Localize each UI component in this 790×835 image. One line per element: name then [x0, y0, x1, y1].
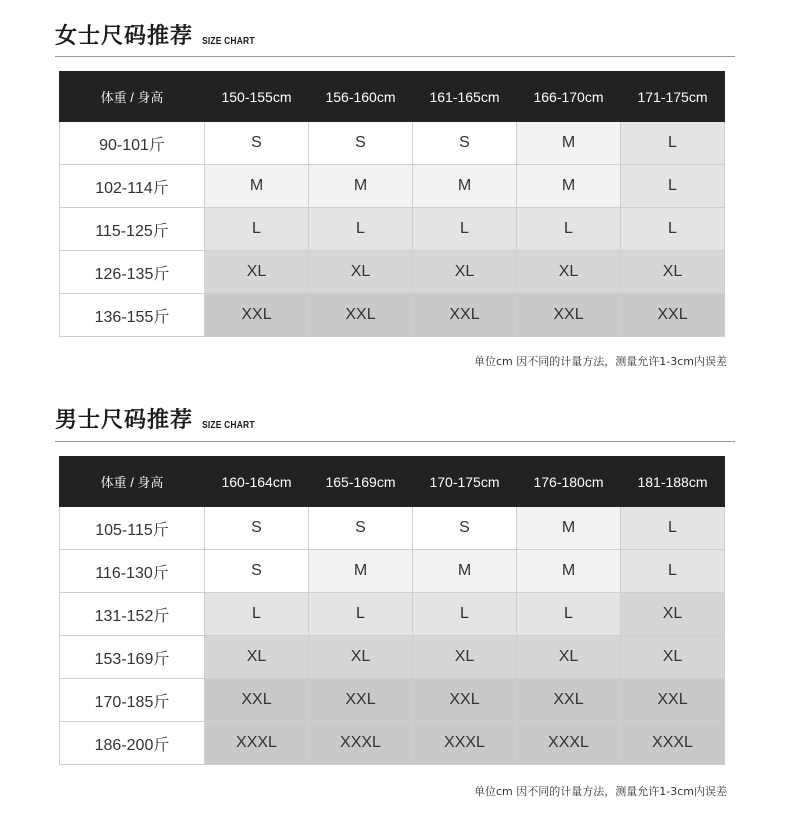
size-cell: L	[413, 208, 517, 251]
table-row	[60, 208, 725, 251]
men-header-row	[60, 457, 725, 507]
size-cell: XL	[309, 251, 413, 294]
size-cell: XL	[413, 636, 517, 679]
table-row	[60, 251, 725, 294]
size-cell: M	[517, 165, 621, 208]
men-header-weight-height: 体重 / 身高	[60, 457, 205, 507]
size-cell: M	[309, 550, 413, 593]
women-weight-label: 126-135斤	[60, 251, 205, 294]
men-divider	[55, 441, 735, 442]
men-weight-label: 170-185斤	[60, 679, 205, 722]
size-cell: L	[621, 507, 725, 550]
men-size-table	[59, 456, 725, 765]
size-cell: M	[517, 550, 621, 593]
men-measurement-note: 单位cm 因不同的计量方法，测量允许1-3cm内误差	[474, 785, 727, 798]
size-cell: XL	[205, 251, 309, 294]
size-cell: L	[621, 122, 725, 165]
size-cell: L	[621, 208, 725, 251]
size-cell: XXL	[205, 294, 309, 337]
size-cell: XL	[517, 251, 621, 294]
size-cell: XXXL	[309, 722, 413, 765]
men-weight-label: 131-152斤	[60, 593, 205, 636]
women-header-weight-height: 体重 / 身高	[60, 72, 205, 122]
table-row	[60, 679, 725, 722]
women-weight-label: 136-155斤	[60, 294, 205, 337]
size-cell: M	[517, 507, 621, 550]
women-height-col: 166-170cm	[517, 72, 621, 122]
size-cell: XXL	[309, 294, 413, 337]
size-cell: M	[413, 165, 517, 208]
size-cell: XXXL	[413, 722, 517, 765]
women-title-en: SIZE CHART	[202, 36, 255, 47]
size-cell: XXL	[205, 679, 309, 722]
size-cell: XL	[309, 636, 413, 679]
women-measurement-note: 单位cm 因不同的计量方法，测量允许1-3cm内误差	[474, 355, 727, 368]
size-cell: XL	[517, 636, 621, 679]
men-height-col: 170-175cm	[413, 457, 517, 507]
men-height-col: 181-188cm	[621, 457, 725, 507]
size-cell: XL	[621, 636, 725, 679]
women-weight-label: 102-114斤	[60, 165, 205, 208]
size-cell: M	[309, 165, 413, 208]
women-weight-label: 90-101斤	[60, 122, 205, 165]
size-cell: S	[413, 507, 517, 550]
size-cell: XXXL	[205, 722, 309, 765]
women-height-col: 156-160cm	[309, 72, 413, 122]
size-cell: L	[205, 593, 309, 636]
size-cell: XXL	[413, 294, 517, 337]
men-weight-label: 116-130斤	[60, 550, 205, 593]
table-row	[60, 550, 725, 593]
women-height-col: 171-175cm	[621, 72, 725, 122]
size-cell: XXL	[517, 294, 621, 337]
men-title: 男士尺码推荐	[55, 408, 194, 433]
size-cell: S	[205, 550, 309, 593]
table-row	[60, 507, 725, 550]
size-cell: XXL	[309, 679, 413, 722]
size-cell: S	[205, 507, 309, 550]
size-cell: L	[517, 593, 621, 636]
men-height-col: 176-180cm	[517, 457, 621, 507]
size-cell: L	[621, 165, 725, 208]
size-cell: XL	[205, 636, 309, 679]
size-cell: M	[205, 165, 309, 208]
size-cell: L	[205, 208, 309, 251]
size-cell: XL	[621, 251, 725, 294]
size-cell: L	[517, 208, 621, 251]
table-row	[60, 636, 725, 679]
size-cell: S	[413, 122, 517, 165]
size-cell: XXL	[621, 679, 725, 722]
table-row	[60, 165, 725, 208]
women-header-row	[60, 72, 725, 122]
size-cell: L	[413, 593, 517, 636]
women-divider	[55, 56, 735, 57]
size-cell: XXL	[413, 679, 517, 722]
size-cell: S	[205, 122, 309, 165]
men-weight-label: 153-169斤	[60, 636, 205, 679]
men-weight-label: 105-115斤	[60, 507, 205, 550]
table-row	[60, 722, 725, 765]
size-cell: M	[413, 550, 517, 593]
men-title-en: SIZE CHART	[202, 420, 255, 431]
size-cell: S	[309, 507, 413, 550]
men-height-col: 165-169cm	[309, 457, 413, 507]
size-cell: L	[309, 593, 413, 636]
women-height-col: 161-165cm	[413, 72, 517, 122]
women-title-row	[55, 20, 264, 50]
size-cell: XXL	[621, 294, 725, 337]
table-row	[60, 122, 725, 165]
women-title: 女士尺码推荐	[55, 24, 194, 49]
men-title-row	[55, 404, 264, 434]
women-weight-label: 115-125斤	[60, 208, 205, 251]
size-cell: M	[517, 122, 621, 165]
size-cell: XL	[413, 251, 517, 294]
size-cell: L	[309, 208, 413, 251]
table-row	[60, 593, 725, 636]
men-height-col: 160-164cm	[205, 457, 309, 507]
size-cell: XL	[621, 593, 725, 636]
size-cell: XXXL	[517, 722, 621, 765]
size-cell: XXXL	[621, 722, 725, 765]
size-cell: L	[621, 550, 725, 593]
size-cell: S	[309, 122, 413, 165]
women-size-table	[59, 71, 725, 337]
men-weight-label: 186-200斤	[60, 722, 205, 765]
women-height-col: 150-155cm	[205, 72, 309, 122]
table-row	[60, 294, 725, 337]
size-cell: XXL	[517, 679, 621, 722]
